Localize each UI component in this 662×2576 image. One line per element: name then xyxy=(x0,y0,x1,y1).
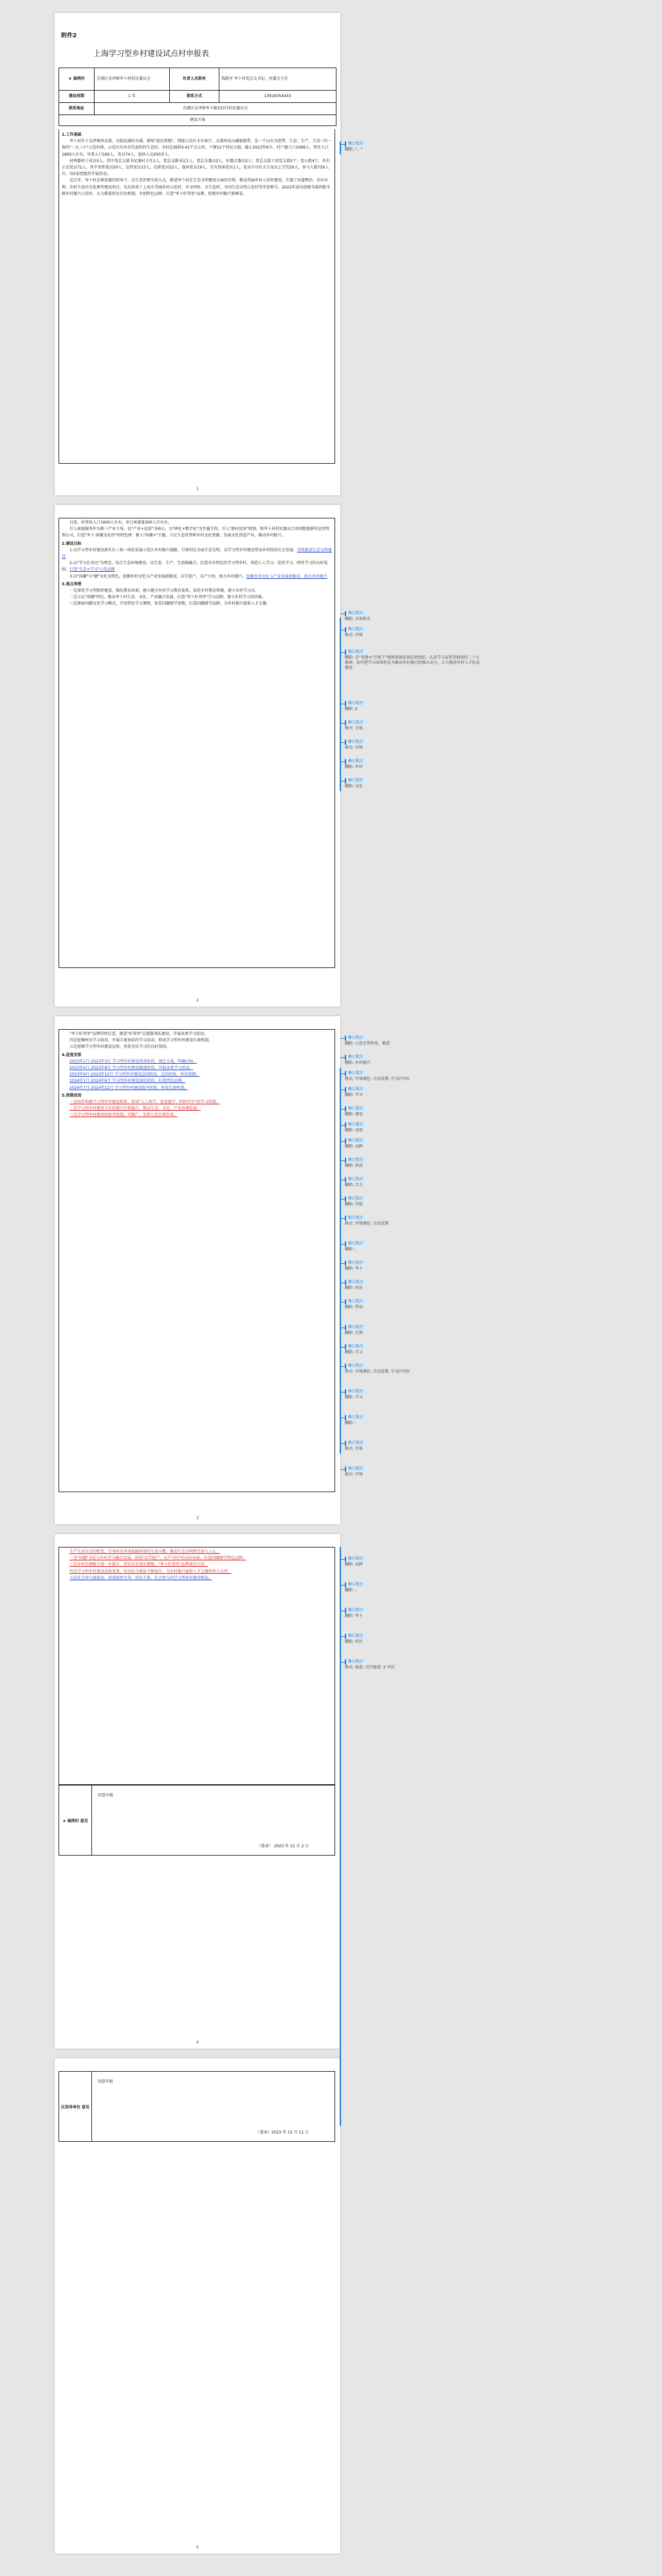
comment-text: 删除: 形成 xyxy=(345,1164,363,1169)
comment-text: 删除: 等级 xyxy=(345,1202,363,1207)
comment-text: 删除: 品牌 xyxy=(345,1144,363,1149)
comment-author: 修订批注 xyxy=(345,1582,365,1587)
phone-value[interactable]: 13916054433 xyxy=(219,91,336,103)
revision-comment[interactable] xyxy=(345,1177,480,1188)
comment-text: 删除: 乡村振兴 xyxy=(345,1061,371,1066)
comment-author: 修订批注 xyxy=(345,740,365,745)
schedule-item[interactable]: 2023年4月-2023年8月 学习型乡村建设推进阶段，开展各类学习活动。 xyxy=(69,1065,194,1070)
comment-text: 删除: 。 xyxy=(345,1247,359,1252)
comment-author: 修订批注 xyxy=(345,1177,365,1182)
paragraph: 岑卜村位于金泽镇西北部，东临淀湖的水域，紧贴"蓝色珠链"，西接示范区水乡客厅，北靠环淀山湖旅游带，是一个以水为纽带，生态、生产、生活三位一体的"一大三小"示范村落，示范区内具有代表性的生态村。全村总面积4.41平方公里，下辖12个村民小组，截止2023年6月，村户籍人口1099人，常住人口1800人左右，外来人口165人，党员74人，退休人员200余人。 xyxy=(62,139,332,157)
district-opinion-text[interactable]: 同意申报 xyxy=(98,2079,114,2084)
comment-connector xyxy=(340,1366,345,1367)
goal-3-insertion[interactable]: 挖掘乡村文化与产业发展新路径，助力乡村振兴 xyxy=(246,574,327,579)
comment-text: 删除: 学习 xyxy=(345,1093,363,1098)
revision-comment[interactable] xyxy=(345,1325,480,1336)
plan-content-1[interactable] xyxy=(59,129,335,464)
comment-text: 删除: 合力 xyxy=(345,1183,363,1188)
revision-comment[interactable] xyxy=(345,1241,480,1252)
comment-text: 删除: "、" xyxy=(345,147,363,152)
schedule-item[interactable]: 2024年1月-2024年6月 学习型乡村建设深化阶段，打造特色品牌。 xyxy=(69,1079,186,1084)
comment-author: 修订批注 xyxy=(345,1087,365,1092)
plan-content-2[interactable] xyxy=(59,518,335,968)
comment-author: 修订批注 xyxy=(345,720,365,726)
page-number: 5 xyxy=(196,2545,199,2550)
village-opinion-box xyxy=(59,1785,335,1856)
comment-author: 修订批注 xyxy=(345,1344,365,1349)
comment-author: 修订批注 xyxy=(345,1196,365,1201)
comment-text: 删除: 乡村 xyxy=(345,765,363,770)
comment-author: 修订批注 xyxy=(345,778,365,783)
page-number: 2 xyxy=(196,998,199,1003)
comment-connector xyxy=(340,1218,345,1219)
revision-comment[interactable] xyxy=(345,720,480,731)
comment-author: 修订批注 xyxy=(345,759,365,764)
comment-text: 格式: 字体 xyxy=(345,1472,363,1477)
revision-comment[interactable] xyxy=(345,759,480,770)
comment-author: 修订批注 xyxy=(345,701,365,706)
comment-connector xyxy=(340,144,345,145)
comment-connector xyxy=(340,1109,345,1110)
comment-text: 格式: 字体颜色: 自动设置, 中文(中国) xyxy=(345,1369,410,1375)
comment-text: 删除: 村民 xyxy=(345,1286,363,1291)
comment-text: 删除: 2 xyxy=(345,707,358,712)
document-page-5 xyxy=(55,2058,340,2553)
outcome-item[interactable]: 五是社会参与度提高，形成政府主导、村民主体、社会参与的学习型乡村建设格局。 xyxy=(69,1575,213,1580)
paragraph: 五是加强学习型乡村建设宣传，营造全民学习的良好氛围。 xyxy=(69,1045,170,1050)
village-opinion-text[interactable]: 同意申报 xyxy=(98,1793,114,1798)
page-number: 3 xyxy=(196,1516,199,1521)
comment-connector xyxy=(340,652,345,653)
revision-comment[interactable] xyxy=(345,142,480,152)
outcome-item[interactable]: 三是学习型乡村建设经验可复制、可推广，发挥示范引领作用。 xyxy=(69,1113,178,1118)
district-opinion-box xyxy=(59,2071,335,2142)
comment-author: 修订批注 xyxy=(345,1106,365,1111)
comment-connector xyxy=(340,1125,345,1126)
comment-author: 修订批注 xyxy=(345,1055,365,1060)
info-table xyxy=(59,68,336,126)
revision-comment[interactable] xyxy=(345,1441,480,1452)
comment-text: 删除: 成效 xyxy=(345,1128,363,1133)
plan-content-3[interactable] xyxy=(59,1029,335,1492)
village-value[interactable]: 青浦区金泽镇岑卜村村民委员会 xyxy=(95,68,170,91)
district-opinion-date: （盖章）2023 年 12 月 11 日 xyxy=(255,2130,309,2135)
plan-header: 建设方案 xyxy=(59,115,336,126)
comment-text: 格式: 字体 xyxy=(345,1447,363,1452)
revision-comment[interactable] xyxy=(345,650,480,671)
comment-text: 删除: 示范引领作用，推进 xyxy=(345,1041,390,1046)
village-opinion-label: ★ 案例村 意见 xyxy=(59,1786,92,1855)
revision-comment[interactable] xyxy=(345,1582,480,1593)
paragraph: 三是探索国潮文化学习模式，开发特色学习课程，依托国潮研学基地，打造国潮研学品牌，为乡村振兴提供人才支撑。 xyxy=(69,601,271,607)
revision-bar xyxy=(340,1068,341,1454)
comment-author: 修订批注 xyxy=(345,650,365,655)
comment-author: 修订批注 xyxy=(345,142,365,147)
comment-text: 删除: 学习 xyxy=(345,1395,363,1400)
outcome-item[interactable]: 生产生活方式的转变，引导村民养成低碳环保的生活习惯，推动生态文明理念深入人心。 xyxy=(69,1549,221,1554)
comment-author: 修订批注 xyxy=(345,1608,365,1613)
section-heading: 1.工作基础 xyxy=(62,132,82,137)
comment-author: 修订批注 xyxy=(345,1441,365,1446)
page-title: 上海学习型乡村建设试点村申报表 xyxy=(93,49,210,58)
comment-author: 修订批注 xyxy=(345,627,365,632)
comment-author: 修订批注 xyxy=(345,1415,365,1420)
revision-comment[interactable] xyxy=(345,740,480,751)
section-heading: 3.重点举措 xyxy=(62,581,82,587)
years-label: 建设周期 xyxy=(59,91,95,103)
comment-author: 修订批注 xyxy=(345,1325,365,1330)
outcome-item[interactable]: 二是学习型乡村建设与乡村振兴有机融合，推动生态、文化、产业协调发展。 xyxy=(69,1106,201,1111)
page-number: 1 xyxy=(196,487,199,491)
comment-text: 删除: 具备相关 xyxy=(345,617,371,622)
comment-connector xyxy=(340,1559,345,1560)
revision-comment[interactable] xyxy=(345,1106,480,1117)
comment-author: 修订批注 xyxy=(345,1659,365,1665)
paragraph: 二是立足"国潮"特色，推动岑卜村生态、文化、产业融合发展，打造"岑卜好邻里"学习品牌，建立乡村学习共同体。 xyxy=(69,595,266,600)
schedule-item[interactable]: 2023年1月-2023年3月 学习型乡村建设筹备阶段，制定方案，明确目标。 xyxy=(69,1059,198,1064)
phone-label: 联系方式 xyxy=(170,91,219,103)
revision-comment[interactable] xyxy=(345,1608,480,1619)
revision-bar xyxy=(340,617,341,791)
comment-author: 修订批注 xyxy=(345,1389,365,1394)
revision-bar xyxy=(340,142,341,154)
comment-connector xyxy=(340,742,345,743)
comment-text: 删除: 。 xyxy=(345,1421,359,1426)
comment-author: 修订批注 xyxy=(345,1261,365,1266)
paragraph: 村两委班子成员5人，其中党总支部书记兼村主任1人，党总支副书记1人，党总支委员2人，村委会委员2人；党总支部下设党支部2个；党小组4个，共有正式党员71人，其中男性党员50人，女性党员13人，在职党员52人，退休党员19人，另有预备党员1人。党员中具有大专及以上学历20人，参与人数756人次，每5家党组织开展活动。 xyxy=(62,158,330,177)
comment-text: 删除: 带动 xyxy=(345,1305,363,1310)
schedule-item[interactable]: 2024年7月-2024年12月 学习型乡村建设提升阶段，形成长效机制。 xyxy=(69,1085,188,1090)
comment-author: 修订批注 xyxy=(345,1122,365,1128)
goal-2-insertion[interactable]: 打造"生态+学习"示范品牌 xyxy=(69,567,115,572)
comment-connector xyxy=(340,1141,345,1142)
comment-text: 格式: 字体颜色: 自动设置 xyxy=(345,1221,389,1227)
goal-3: 3.以"国潮"与"潮"文化为特色，挖掘乡村文化与产业发展新路径，以学促产，以产兴村，助力乡村振兴。 xyxy=(69,574,246,579)
revision-comment[interactable] xyxy=(345,701,480,712)
revision-comment[interactable] xyxy=(345,1087,480,1098)
comment-text: 删除: 学习 xyxy=(345,1350,363,1355)
outcome-item[interactable]: 一是初步构建学习型乡村建设体系，形成"人人皆学、处处能学、时时可学"的学习氛围。 xyxy=(69,1099,220,1104)
comment-text: 删除: 村民 xyxy=(345,1640,363,1645)
comment-connector xyxy=(340,1057,345,1058)
revision-comment[interactable] xyxy=(345,1344,480,1355)
revision-comment[interactable] xyxy=(345,1364,480,1375)
revision-comment[interactable] xyxy=(345,1280,480,1291)
comment-connector xyxy=(340,1636,345,1637)
comment-text: 格式: 字体颜色: 自动设置, 中文(中国) xyxy=(345,1077,410,1082)
leader-value[interactable]: 钱凯军 岑卜村党总支书记、村委会主任 xyxy=(219,68,336,91)
comment-connector xyxy=(340,1160,345,1161)
revision-comment[interactable] xyxy=(345,1055,480,1066)
revision-bar xyxy=(340,1547,341,2126)
comment-author: 修订批注 xyxy=(345,1158,365,1163)
comment-author: 修订批注 xyxy=(345,1634,365,1639)
comment-author: 修订批注 xyxy=(345,1241,365,1247)
comment-text: 格式: 字体 xyxy=(345,726,363,731)
comment-author: 修订批注 xyxy=(345,1557,365,1562)
document-page-2 xyxy=(55,505,340,1007)
comment-text: 删除: 岑卜 xyxy=(345,1614,363,1619)
comment-text: 删除: 在"党建+"引领下"规则来规范基层党组织、认真学习宣传贯彻党的二十大精神，切实把学习成果转化为推动乡村振兴的强大动力，大力推进乡村人才队伍建设 xyxy=(345,655,481,671)
village-opinion-date: （盖章） 2023 年 12 月 2 日 xyxy=(257,1844,309,1849)
revision-comment[interactable] xyxy=(345,1158,480,1169)
paragraph: 引入商旅服务作为新三产业主导，以"产业+运营"为核心，以"IP化+数字化"为实施手段，引入"新村运营"机制，和岑卜村村民委员会共同组建新村运营管理公司，打造"岑卜·国潮文化村"的特色IP，植入"国潮+"主题，立足生态优势和乡村文化资源，发展文化创意产业，推动乡村振兴。 xyxy=(62,527,330,538)
comment-author: 修订批注 xyxy=(345,611,365,616)
goal-2: 2.以"学习在身边"为理念，结合生态环境建设，以生态、生产、生活相融合，打造具有特色的学习型乡村，营造人人学习、处处学习、时时学习的良好氛围。 xyxy=(62,561,328,572)
revision-comment[interactable] xyxy=(345,1036,480,1046)
addr-value[interactable]: 青浦区金泽镇岑卜路333号村民委员会 xyxy=(95,103,336,115)
comment-connector xyxy=(340,1244,345,1245)
revision-comment[interactable] xyxy=(345,1389,480,1400)
comment-connector xyxy=(340,1392,345,1393)
comment-author: 修订批注 xyxy=(345,1299,365,1304)
goal-1-insertion[interactable]: 持续推进生态文明建设 xyxy=(62,547,332,559)
section-heading: 4.进度安排 xyxy=(62,1052,82,1057)
comment-connector xyxy=(340,1073,345,1074)
revision-comment[interactable] xyxy=(345,1138,480,1149)
revision-comment[interactable] xyxy=(345,1659,480,1670)
comment-text: 删除: 岑卜 xyxy=(345,1266,363,1272)
comment-connector xyxy=(340,1662,345,1663)
revision-comment[interactable] xyxy=(345,1466,480,1477)
document-page-4 xyxy=(55,1534,340,2049)
comment-text: 删除: 。 xyxy=(345,1588,359,1593)
revision-comment[interactable] xyxy=(345,611,480,622)
comment-author: 修订批注 xyxy=(345,1036,365,1041)
revision-comment[interactable] xyxy=(345,1216,480,1227)
comment-text: 删除: 引领 xyxy=(345,1331,363,1336)
comment-connector xyxy=(340,1443,345,1444)
revision-comment[interactable] xyxy=(345,1071,480,1082)
comment-author: 修订批注 xyxy=(345,1280,365,1285)
leader-label: 负责人及职务 xyxy=(170,68,219,91)
revision-comment[interactable] xyxy=(345,1634,480,1645)
outcome-item[interactable]: 四是学习型乡村建设成效显著，村民综合素质不断提升，为乡村振兴提供人才支撑和智力支持。 xyxy=(69,1569,232,1574)
comment-text: 格式: 缩进: 首行缩进: 2 字符 xyxy=(345,1665,395,1670)
comment-connector xyxy=(340,1263,345,1264)
paragraph: 目前，村常驻人口1600人左右，单日客流量300人次左右。 xyxy=(69,520,172,525)
village-label: ★ 案例村 xyxy=(59,68,95,91)
outcome-item[interactable]: 二是"国潮"文化与乡村学习融合发展，形成"以学促产、以产兴村"的良好局面，打造国潮研学特色品牌。 xyxy=(69,1556,247,1561)
section-heading: 5.预期成效 xyxy=(62,1093,82,1098)
addr-label: 联系地址 xyxy=(59,103,95,115)
comment-text: 格式: 字体 xyxy=(345,745,363,751)
comment-author: 修订批注 xyxy=(345,1216,365,1221)
revision-comment[interactable] xyxy=(345,778,480,789)
plan-content-4[interactable] xyxy=(59,1547,335,1785)
revision-comment[interactable] xyxy=(345,1299,480,1310)
comment-text: 删除: 品牌 xyxy=(345,1562,363,1567)
revision-comment[interactable] xyxy=(345,1415,480,1426)
section-heading: 2.建设目标 xyxy=(62,541,82,546)
goal-1: 1.以学习型乡村建设落实长三角一体化发展示范区乡村振兴战略，引领村民全面生态文明，以学习型乡村建设带动乡村经济社会发展。 xyxy=(69,547,297,553)
comment-author: 修订批注 xyxy=(345,1466,365,1472)
paragraph: 一是深化学习型组织建设，强化教育培训，建立健全乡村学习教育体系，依托乡村教育资源，建立乡村学习点。 xyxy=(69,588,259,593)
page-number: 4 xyxy=(196,2040,199,2045)
document-page-1 xyxy=(55,13,340,495)
comment-text: 删除: 文化 xyxy=(345,784,363,789)
comment-text: 格式: 字体 xyxy=(345,633,363,638)
revision-comment[interactable] xyxy=(345,1196,480,1207)
comment-text: 删除: 建设 xyxy=(345,1112,363,1117)
document-page-3 xyxy=(55,1016,340,1524)
district-opinion-label: 区指导单位 意见 xyxy=(59,2072,92,2141)
comment-connector xyxy=(340,1469,345,1470)
outcome-item[interactable]: 三是乡村治理能力进一步提升，村民自治意识增强，"岑卜好邻里"品牌效应凸显。 xyxy=(69,1562,208,1567)
revision-comment[interactable] xyxy=(345,627,480,638)
revision-comment[interactable] xyxy=(345,1261,480,1272)
attachment-label: 附件2 xyxy=(61,33,77,39)
paragraph: 四是挖掘村民学习需求，开展丰富多彩的学习活动，形成学习型乡村建设长效机制。 xyxy=(69,1038,213,1043)
comment-connector xyxy=(340,1199,345,1200)
schedule-item[interactable]: 2023年9月-2023年12月 学习型乡村建设总结阶段，总结经验，形成案例。 xyxy=(69,1072,200,1077)
years-value[interactable]: 1 年 xyxy=(95,91,170,103)
comment-connector xyxy=(340,723,345,724)
comment-author: 修订批注 xyxy=(345,1364,365,1369)
comment-author: 修订批注 xyxy=(345,1138,365,1144)
paragraph: "岑卜好邻里"品牌持续打造，推进"好邻里"志愿服务队建设，开展各类学习活动。 xyxy=(69,1032,208,1036)
comment-connector xyxy=(340,1038,345,1039)
revision-comment[interactable] xyxy=(345,1122,480,1133)
revision-comment[interactable] xyxy=(345,1557,480,1567)
comment-author: 修订批注 xyxy=(345,1071,365,1076)
paragraph: 近几年，岑卜村在镇党委的指导下，以生态治理为切入点，推进岑卜村在生态文明建设方面的引领，推动美丽乡村示范村建设，实施了河道整治、农田水利、农村生活污水处理等建设项目，先后获得了上海市美丽乡村示范村、市文明村、市生态村、全国生态文明示范村等荣誉称号，2022年成功创建为第四批市级乡村振兴示范村，大力推进村民自治机制，争创特色品牌，打造"岑卜好邻里"品牌，绘就乡村振兴新画卷。 xyxy=(62,178,331,196)
